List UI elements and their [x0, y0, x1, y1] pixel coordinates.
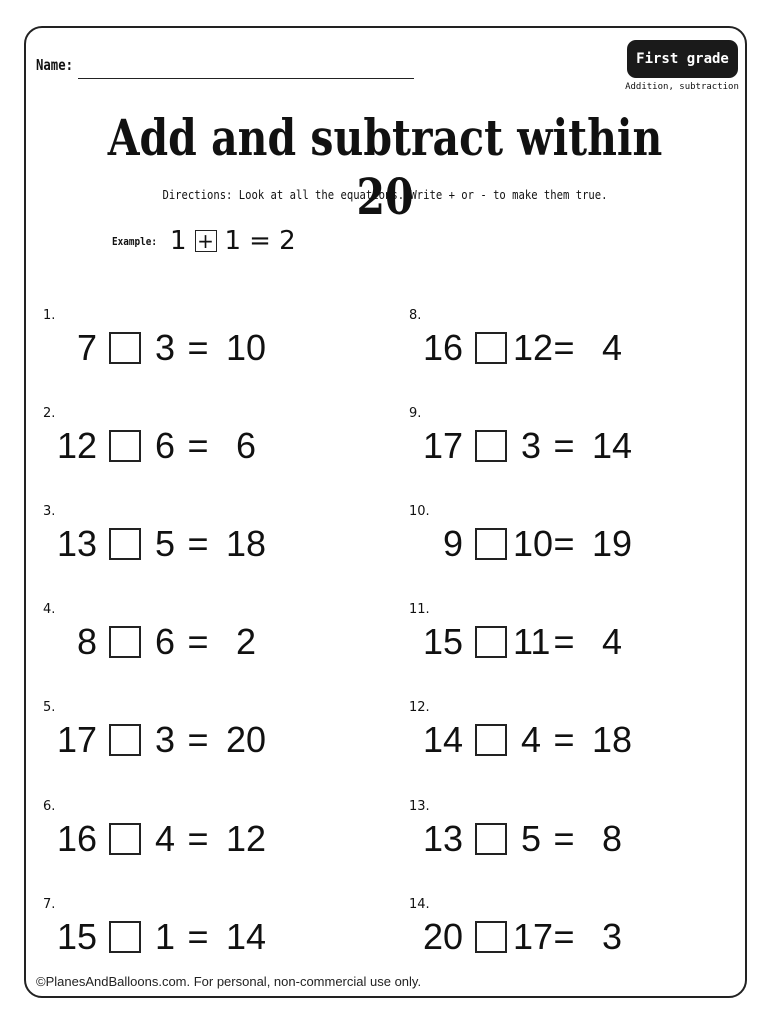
operator-answer-box[interactable] [109, 724, 141, 756]
equals-sign: = [553, 916, 575, 957]
problem-equation [43, 424, 343, 468]
operand-a: 15 [56, 916, 97, 957]
example [112, 226, 296, 256]
operand-b: 6 [154, 621, 176, 662]
operator-answer-box[interactable] [109, 626, 141, 658]
result-value: 4 [601, 327, 623, 368]
operator-answer-box[interactable] [109, 528, 141, 560]
problem-number: 2. [43, 406, 56, 421]
operator-answer-box[interactable] [475, 430, 507, 462]
problem-equation [43, 817, 343, 861]
name-label: Name: [36, 56, 74, 74]
equals-sign: = [553, 523, 575, 564]
problem-number: 11. [409, 602, 430, 617]
example-operand-b: 1 [224, 226, 242, 256]
problem-number: 4. [43, 602, 56, 617]
operand-b: 5 [154, 523, 176, 564]
operator-answer-box[interactable] [109, 921, 141, 953]
operand-a: 8 [76, 621, 97, 662]
problem-equation [43, 326, 343, 370]
result-value: 4 [601, 621, 623, 662]
problem-equation [409, 424, 709, 468]
result-value: 8 [601, 818, 623, 859]
equals-sign: = [187, 818, 209, 859]
problem-number: 12. [409, 700, 430, 715]
operand-b: 10 [513, 523, 554, 564]
operand-b: 3 [154, 327, 176, 368]
equals-sign: = [187, 327, 209, 368]
operand-b: 11 [513, 621, 551, 662]
operator-answer-box[interactable] [475, 724, 507, 756]
problem-number: 14. [409, 897, 430, 912]
operand-b: 6 [154, 425, 176, 466]
operator-answer-box[interactable] [475, 921, 507, 953]
problem-equation [43, 522, 343, 566]
name-row [36, 56, 81, 74]
operator-answer-box[interactable] [475, 528, 507, 560]
example-operator-box: + [195, 230, 217, 252]
result-value: 19 [591, 523, 633, 564]
operator-answer-box[interactable] [109, 332, 141, 364]
example-operand-a: 1 [170, 226, 187, 256]
result-value: 10 [225, 327, 267, 368]
result-value: 6 [235, 425, 257, 466]
problem-number: 8. [409, 308, 422, 323]
operator-answer-box[interactable] [109, 823, 141, 855]
operand-b: 5 [520, 818, 542, 859]
problem-number: 3. [43, 504, 56, 519]
result-value: 2 [235, 621, 257, 662]
result-value: 14 [591, 425, 633, 466]
equals-sign: = [553, 425, 575, 466]
operator-answer-box[interactable] [475, 823, 507, 855]
operand-b: 12 [513, 327, 554, 368]
worksheet-page [24, 26, 747, 998]
operator-answer-box[interactable] [109, 430, 141, 462]
operand-a: 7 [76, 327, 97, 368]
problem-equation [43, 718, 343, 762]
operand-a: 16 [422, 327, 463, 368]
operand-b: 17 [513, 916, 554, 957]
operand-a: 16 [56, 818, 97, 859]
problem-number: 1. [43, 308, 56, 323]
problem-equation [43, 915, 343, 959]
grade-subtitle: Addition, subtraction [625, 82, 739, 92]
example-label: Example: [112, 234, 158, 248]
name-input-line[interactable] [78, 78, 414, 79]
problem-equation [409, 915, 709, 959]
equals-sign: = [187, 523, 209, 564]
operator-answer-box[interactable] [475, 626, 507, 658]
equals-sign: = [553, 818, 575, 859]
problem-number: 10. [409, 504, 430, 519]
operator-answer-box[interactable] [475, 332, 507, 364]
result-value: 12 [225, 818, 267, 859]
grade-badge: First grade [627, 40, 738, 78]
operand-a: 12 [56, 425, 97, 466]
operand-b: 4 [154, 818, 176, 859]
operand-a: 9 [442, 523, 463, 564]
equals-sign: = [553, 621, 575, 662]
equals-sign: = [553, 327, 575, 368]
example-equation [170, 226, 296, 256]
example-result: = 2 [249, 226, 296, 256]
operand-a: 13 [56, 523, 97, 564]
result-value: 3 [601, 916, 623, 957]
operand-a: 15 [422, 621, 463, 662]
directions-text: Directions: Look at all the equations. Write + or - to make them true. [162, 188, 608, 202]
operand-a: 17 [422, 425, 463, 466]
operand-a: 14 [422, 719, 463, 760]
problem-number: 9. [409, 406, 422, 421]
problem-equation [409, 718, 709, 762]
operand-a: 13 [422, 818, 463, 859]
operand-b: 4 [520, 719, 542, 760]
problem-equation [409, 522, 709, 566]
equals-sign: = [553, 719, 575, 760]
operand-a: 17 [56, 719, 97, 760]
page-title: Add and subtract within 20 [107, 108, 663, 226]
problem-equation [409, 620, 709, 664]
result-value: 14 [225, 916, 267, 957]
equals-sign: = [187, 719, 209, 760]
operand-b: 3 [520, 425, 542, 466]
result-value: 20 [225, 719, 267, 760]
result-value: 18 [225, 523, 267, 564]
result-value: 18 [591, 719, 633, 760]
equals-sign: = [187, 621, 209, 662]
problem-number: 5. [43, 700, 56, 715]
operand-b: 3 [154, 719, 176, 760]
equals-sign: = [187, 425, 209, 466]
equals-sign: = [187, 916, 209, 957]
copyright-footer: ©PlanesAndBalloons.com. For personal, non-commercial use only. [36, 974, 422, 989]
problem-equation [43, 620, 343, 664]
problem-equation [409, 817, 709, 861]
problem-number: 7. [43, 897, 56, 912]
problem-equation [409, 326, 709, 370]
problem-number: 6. [43, 799, 56, 814]
operand-b: 1 [154, 916, 176, 957]
operand-a: 20 [422, 916, 463, 957]
problem-number: 13. [409, 799, 430, 814]
